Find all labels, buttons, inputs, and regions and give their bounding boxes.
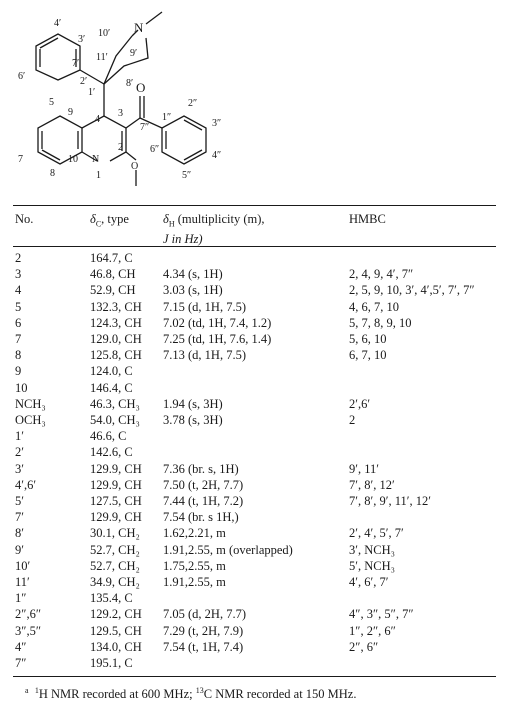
table-row [0, 397, 510, 412]
table-row [0, 494, 510, 509]
cell-delta-c: 164.7, C [90, 251, 133, 265]
table-row [0, 624, 510, 639]
table-row [0, 445, 510, 460]
cell-delta-h: 7.02 (td, 1H, 7.4, 1.2) [163, 315, 272, 330]
cell-delta-c: 127.5, CH [90, 494, 142, 508]
cell-no: 3″,5″ [15, 623, 42, 638]
atom-o-methoxy: O [131, 161, 139, 172]
cell-hmbc: 4′, 6′, 7′ [349, 575, 389, 589]
table-top-rule [13, 205, 496, 206]
table-bottom-rule [13, 676, 496, 677]
cell-delta-h: 7.29 (t, 2H, 7.9) [163, 623, 244, 638]
cell-hmbc: 2, 5, 9, 10, 3′, 4′,5′, 7′, 7″ [349, 283, 475, 298]
cell-delta-c: 195.1, C [90, 656, 133, 670]
cell-delta-c: 146.4, C [90, 380, 133, 395]
cell-hmbc: 7′, 8′, 12′ [349, 477, 395, 492]
cell-delta-h: 3.03 (s, 1H) [163, 283, 223, 298]
locant-2: 2 [118, 142, 123, 153]
cell-hmbc: 2′, 4′, 5′, 7′ [349, 526, 404, 541]
table-row [0, 429, 510, 444]
header-hmbc: HMBC [349, 212, 386, 226]
cell-delta-c: 34.9, CH₂ [90, 575, 140, 589]
locant-7pp: 7″ [140, 122, 150, 133]
cell-no: 2 [15, 251, 22, 265]
cell-delta-c: 52.7, CH₂ [90, 558, 140, 573]
cell-hmbc: 6, 7, 10 [349, 348, 387, 363]
cell-delta-c: 134.0, CH [90, 639, 142, 654]
footnote-c-sup: 13 [195, 686, 204, 695]
table-row [0, 316, 510, 331]
table-row [0, 364, 510, 379]
cell-delta-c: 125.8, CH [90, 348, 142, 363]
cell-no: 4″ [15, 639, 27, 654]
locant-3pp: 3″ [212, 118, 222, 129]
cell-delta-h: 7.05 (d, 2H, 7.7) [163, 607, 246, 622]
cell-no: 3 [15, 267, 22, 282]
cell-hmbc: 7′, 8′, 9′, 11′, 12′ [349, 494, 431, 508]
cell-no: 2″,6″ [15, 607, 42, 622]
table-row [0, 478, 510, 493]
cell-no: 5′ [15, 494, 24, 508]
cell-no: 4 [15, 283, 22, 298]
locant-4: 4 [95, 114, 100, 125]
table-row [0, 283, 510, 298]
atom-o-carbonyl: O [136, 80, 146, 95]
cell-delta-c: 129.9, CH [90, 477, 142, 492]
cell-hmbc: 4″, 3″, 5″, 7″ [349, 607, 414, 622]
cell-no: 8 [15, 348, 22, 363]
locant-3: 3 [118, 108, 123, 119]
cell-delta-c: 124.0, C [90, 364, 133, 379]
chemical-structure [0, 0, 510, 200]
cell-no: 4′,6′ [15, 477, 37, 492]
cell-hmbc: 2′,6′ [349, 396, 371, 411]
cell-delta-c: 54.0, CH₃ [90, 413, 140, 427]
footnote-c-text: C NMR recorded at 150 MHz. [203, 687, 357, 702]
header-delta-c: $\delta_C$, type [90, 212, 129, 229]
cell-delta-h: 4.34 (s, 1H) [163, 267, 223, 282]
cell-delta-c: 132.3, CH [90, 299, 142, 314]
cell-hmbc: 2 [349, 413, 356, 427]
cell-no: 9 [15, 364, 22, 379]
dihydropyridine-ring [82, 116, 126, 161]
cell-no: 10′ [15, 558, 31, 573]
atom-n1: N [92, 154, 100, 165]
footnote-h-text: H NMR recorded at 600 MHz; [38, 687, 196, 702]
locant-3p: 3′ [78, 34, 86, 45]
cell-delta-h: 7.25 (td, 1H, 7.6, 1.4) [163, 332, 272, 346]
cell-delta-h: 7.54 (br. s 1H,) [163, 510, 239, 525]
header-delta-h: $\delta_H$ (multiplicity (m), J in Hz) [163, 212, 265, 246]
footnote-h-sup: 1 [34, 686, 39, 695]
cell-hmbc: 2, 4, 9, 4′, 7″ [349, 267, 414, 282]
cell-no: 8′ [15, 526, 24, 541]
footnote-mark: a [25, 686, 29, 695]
cell-no: 9′ [15, 542, 24, 557]
cell-no: 1′ [15, 429, 24, 444]
table-row [0, 381, 510, 396]
phenyl-ring-prime [36, 34, 80, 80]
cell-delta-c: 46.3, CH₃ [90, 396, 140, 411]
table-row [0, 559, 510, 574]
cell-delta-c: 52.7, CH₂ [90, 542, 140, 557]
table-row [0, 607, 510, 622]
cell-no: 7′ [15, 510, 24, 525]
cell-hmbc: 2″, 6″ [349, 639, 379, 654]
cell-delta-c: 46.6, C [90, 429, 127, 444]
cell-no: 11′ [15, 575, 30, 589]
cell-delta-h: 7.13 (d, 1H, 7.5) [163, 348, 246, 363]
cell-no: OCH₃ [15, 413, 46, 427]
cell-delta-c: 129.2, CH [90, 607, 142, 622]
locant-1: 1 [96, 170, 101, 181]
table-row [0, 526, 510, 541]
table-row [0, 543, 510, 558]
locant-10p: 10′ [98, 28, 111, 39]
locant-8p: 8′ [126, 78, 134, 89]
table-row [0, 251, 510, 266]
cell-delta-h: 1.91,2.55, m [163, 575, 226, 589]
cell-delta-c: 52.9, CH [90, 283, 136, 298]
cell-delta-c: 135.4, C [90, 591, 133, 606]
table-row [0, 462, 510, 477]
locant-2pp: 2″ [188, 98, 198, 109]
table-row [0, 413, 510, 428]
locant-6p: 6′ [18, 71, 26, 82]
locant-7: 7 [18, 154, 23, 165]
cell-delta-c: 30.1, CH₂ [90, 526, 140, 541]
cell-hmbc: 3′, NCH₃ [349, 542, 395, 557]
cell-delta-c: 46.8, CH [90, 267, 136, 282]
locant-4p: 4′ [54, 18, 62, 29]
cell-delta-c: 124.3, CH [90, 315, 142, 330]
cell-no: 3′ [15, 461, 24, 476]
cell-no: 5 [15, 299, 22, 314]
cell-delta-h: 1.91,2.55, m (overlapped) [163, 542, 293, 557]
locant-1pp: 1″ [162, 112, 172, 123]
cell-delta-h: 1.62,2.21, m [163, 526, 226, 541]
locant-11p: 11′ [96, 52, 108, 63]
table-row [0, 656, 510, 671]
cell-delta-h: 1.94 (s, 3H) [163, 396, 223, 411]
footnote [25, 683, 356, 702]
cell-no: 7″ [15, 656, 27, 670]
table-row [0, 510, 510, 525]
cell-delta-h: 7.44 (t, 1H, 7.2) [163, 494, 244, 508]
cell-delta-c: 129.9, CH [90, 510, 142, 525]
locant-5: 5 [49, 97, 54, 108]
cell-delta-h: 1.75,2.55, m [163, 558, 226, 573]
header-no: No. [15, 212, 34, 226]
locant-10: 10 [68, 154, 78, 165]
table-row [0, 332, 510, 347]
cell-no: NCH₃ [15, 396, 46, 411]
locant-9p: 9′ [130, 48, 138, 59]
locant-6pp: 6″ [150, 144, 160, 155]
table-row [0, 267, 510, 282]
cell-no: 2′ [15, 445, 24, 460]
cell-hmbc: 5, 7, 8, 9, 10 [349, 315, 412, 330]
locant-4pp: 4″ [212, 150, 222, 161]
cell-delta-c: 142.6, C [90, 445, 133, 460]
locant-7p: 7′ [72, 58, 80, 69]
benzoyl-phenyl-ring [162, 116, 206, 164]
cell-delta-h: 7.36 (br. s, 1H) [163, 461, 239, 476]
cell-no: 7 [15, 332, 22, 346]
piperidine-ring [104, 36, 132, 84]
cell-hmbc: 1″, 2″, 6″ [349, 623, 396, 638]
table-row [0, 300, 510, 315]
table-row [0, 348, 510, 363]
cell-delta-h: 7.54 (t, 1H, 7.4) [163, 639, 244, 654]
cell-delta-c: 129.0, CH [90, 332, 142, 346]
table-header-rule [13, 246, 496, 247]
table-row [0, 575, 510, 590]
cell-hmbc: 9′, 11′ [349, 461, 380, 476]
cell-delta-h: 7.50 (t, 2H, 7.7) [163, 477, 244, 492]
cell-no: 1″ [15, 591, 27, 606]
cell-delta-h: 3.78 (s, 3H) [163, 413, 223, 427]
cell-hmbc: 5, 6, 10 [349, 332, 387, 346]
cell-hmbc: 4, 6, 7, 10 [349, 299, 399, 314]
table-row [0, 591, 510, 606]
cell-hmbc: 5′, NCH₃ [349, 558, 395, 573]
atom-n-piperidine: N [134, 20, 144, 35]
locant-9: 9 [68, 107, 73, 118]
locant-2p: 2′ [80, 76, 88, 87]
table-row [0, 640, 510, 655]
cell-delta-c: 129.5, CH [90, 623, 142, 638]
locant-1p: 1′ [88, 87, 96, 98]
cell-delta-h: 7.15 (d, 1H, 7.5) [163, 299, 246, 314]
cell-no: 10 [15, 380, 28, 395]
cell-delta-c: 129.9, CH [90, 461, 142, 476]
locant-5pp: 5″ [182, 170, 192, 181]
cell-no: 6 [15, 315, 22, 330]
locant-8: 8 [50, 168, 55, 179]
